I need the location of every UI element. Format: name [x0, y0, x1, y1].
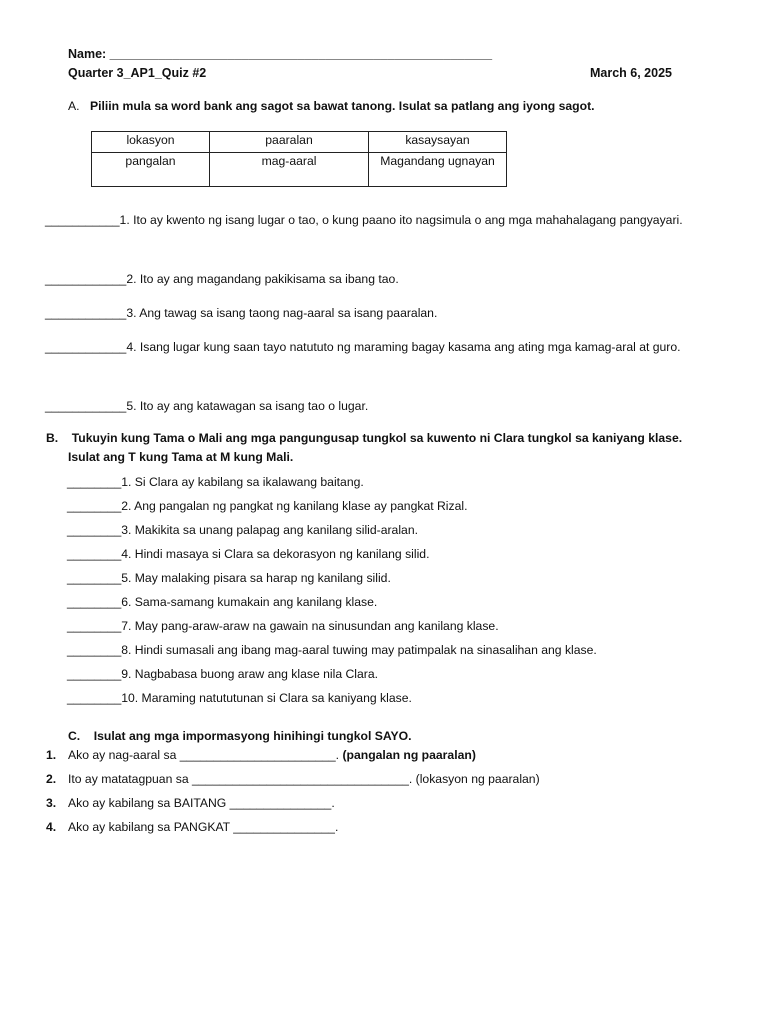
section-b-item-1: ________1. Si Clara ay kabilang sa ikalawang baitang.: [67, 475, 364, 489]
section-b-heading-line2: Isulat ang T kung Tama at M kung Mali.: [68, 450, 294, 464]
section-b-heading: B. Tukuyin kung Tama o Mali ang mga pangungusap tungkol sa kuwento ni Clara tungkol sa kaniyang klase.: [46, 431, 683, 445]
section-b-item-2: ________2. Ang pangalan ng pangkat ng kanilang klase ay pangkat Rizal.: [67, 499, 468, 513]
section-c-num-1: 1.: [46, 748, 57, 762]
quiz-date: March 6, 2025: [590, 66, 672, 80]
section-c-item-3: Ako ay kabilang sa BAITANG _______________.: [68, 796, 335, 810]
section-a-heading: [68, 99, 595, 113]
word-bank-table: [91, 131, 507, 187]
word-bank-row: [92, 132, 507, 153]
section-c-item-1-note: (pangalan ng paaralan): [339, 748, 476, 762]
section-a-instruction: Piliin mula sa word bank ang sagot sa bawat tanong. Isulat sa patlang ang iyong sagot.: [90, 99, 595, 113]
word-bank-cell: kasaysayan: [369, 132, 507, 153]
word-bank-row: [92, 153, 507, 187]
section-c-item-1: [68, 748, 476, 762]
section-a-item-2: ____________2. Ito ay ang magandang pakikisama sa ibang tao.: [45, 272, 399, 286]
section-c-item-2: Ito ay matatagpuan sa ________________________________. (lokasyon ng paaralan): [68, 772, 540, 786]
word-bank-cell: pangalan: [92, 153, 210, 187]
section-b-item-10: ________10. Maraming natututunan si Clara sa kaniyang klase.: [67, 691, 412, 705]
section-b-item-8: ________8. Hindi sumasali ang ibang mag-aaral tuwing may patimpalak na sinasalihan ang klase.: [67, 643, 597, 657]
name-line: Name: _______________________________________________________: [68, 47, 493, 61]
section-b-item-5: ________5. May malaking pisara sa harap ng kanilang silid.: [67, 571, 391, 585]
section-a-item-3: ____________3. Ang tawag sa isang taong nag-aaral sa isang paaralan.: [45, 306, 438, 320]
section-a-item-1: ___________1. Ito ay kwento ng isang lugar o tao, o kung paano ito nagsimula o ang mga mahahalagang pangyayari.: [45, 213, 683, 227]
section-c-item-1-text: Ako ay nag-aaral sa _______________________.: [68, 748, 340, 762]
section-b-item-3: ________3. Makikita sa unang palapag ang kanilang silid-aralan.: [67, 523, 418, 537]
quiz-title: Quarter 3_AP1_Quiz #2: [68, 66, 207, 80]
section-b-item-6: ________6. Sama-samang kumakain ang kanilang klase.: [67, 595, 378, 609]
section-b-item-4: ________4. Hindi masaya si Clara sa dekorasyon ng kanilang silid.: [67, 547, 430, 561]
section-a-letter: A.: [68, 99, 80, 113]
section-c-heading: C. Isulat ang mga impormasyong hinihingi tungkol SAYO.: [68, 729, 412, 743]
section-b-item-9: ________9. Nagbabasa buong araw ang klase nila Clara.: [67, 667, 379, 681]
section-c-num-2: 2.: [46, 772, 57, 786]
section-a-item-5: ____________5. Ito ay ang katawagan sa isang tao o lugar.: [45, 399, 369, 413]
word-bank-cell: paaralan: [210, 132, 369, 153]
section-c-num-4: 4.: [46, 820, 57, 834]
word-bank-cell: mag-aaral: [210, 153, 369, 187]
section-a-item-4: ____________4. Isang lugar kung saan tayo natututo ng maraming bagay kasama ang ating mga kamag-aral at guro.: [45, 340, 681, 354]
word-bank-cell: lokasyon: [92, 132, 210, 153]
section-c-item-4: Ako ay kabilang sa PANGKAT _______________.: [68, 820, 339, 834]
word-bank-cell: Magandang ugnayan: [369, 153, 507, 187]
section-c-num-3: 3.: [46, 796, 57, 810]
section-b-item-7: ________7. May pang-araw-araw na gawain na sinusundan ang kanilang klase.: [67, 619, 499, 633]
